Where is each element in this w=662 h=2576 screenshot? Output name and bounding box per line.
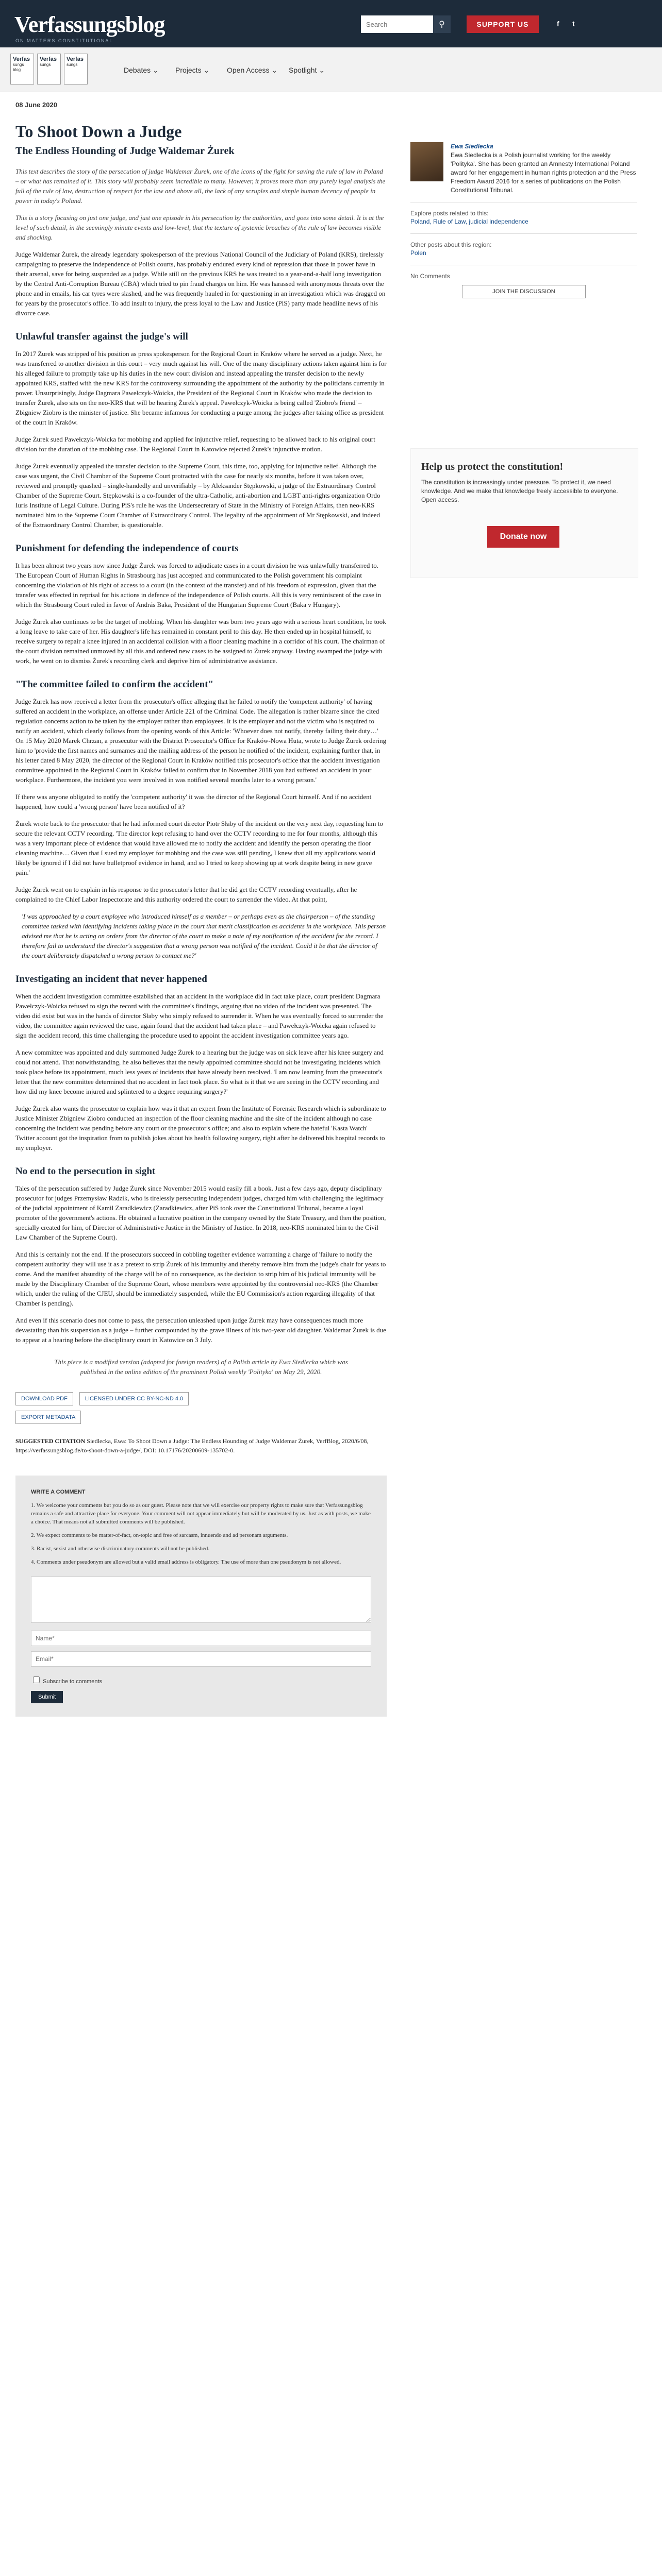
region-link[interactable]: Polen bbox=[410, 249, 426, 257]
paragraph: Judge Żurek eventually appealed the transfer decision to the Supreme Court, this time, too, applying for injunctive relief. Although the case was urgent, the Civil Chamber of the Supreme Court protracted with the case for nearly six months, before it was taken over, reviewed and promptly quashed – single-handedly and unverifiably – by Aleksander Stępkowski, a judge of the Extraordinary Control Chamber of the Supreme Court. Stępkowski is a co-founder of the ultra-Catholic, anti-abortion and LGBT anti-rights organization Ordo Iuris Institute of Legal Culture. During PiS's rule he was the Undersecretary of State in the Ministry of Foreign Affairs, then neo-KRS nominated him to the Supreme Court Chamber of Extraordinary Control. The legality of the appointment of Mr Stępkowski, and indeed of the Extraordinary Control Chamber, is questionable. bbox=[15, 462, 380, 529]
paragraph: Judge Żurek went on to explain in his response to the prosecutor's letter that he did get the CCTV recording eventually, after he complained to the Chief Labor Inspectorate and this authority ordered the court to surrender the video. At that point, bbox=[15, 886, 357, 903]
paragraph: It has been almost two years now since Judge Żurek was forced to adjudicate cases in a court division he was unlawfully transferred to. The European Court of Human Rights in Strasbourg has just accepted and communicated to the Polish government his complaint concerning the violation of his right of access to a court (in the context of the transfer) and of his freedom of expression, given that the transfer was effected in reprisal for his actions in defence of the independence of Polish courts. All this is very reminiscent of the case in which the Strasbourg Court ruled in favor of András Baka, President of the Hungarian Supreme Court (Baka v Hungary). bbox=[15, 562, 382, 608]
twitter-icon[interactable]: t bbox=[572, 20, 575, 28]
citation-text: Siedlecka, Ewa: To Shoot Down a Judge: The Endless Hounding of Judge Waldemar Żurek, VerfBlog, 2020/6/08, https://verfassungsblog.de/to-shoot-down-a-judge/, DOI: 10.17176/20200609-135702-0. bbox=[15, 1437, 369, 1454]
partner-title: Verfas bbox=[67, 56, 84, 62]
nav-bar bbox=[0, 47, 662, 92]
partner-sub: sungs bbox=[40, 62, 51, 67]
article-lead: This text describes the story of the persecution of judge Waldemar Żurek, one of the icons of the fight for saving the rule of law in Poland – or what has remained of it. This story will probably seem incredible to many. However, it proves more than any purely legal analysis the full of the rule of law, destruction of respect for the law and above all, the lack of any scruples and simple human decency of people in power in today's Poland. bbox=[15, 167, 386, 205]
section-heading: Unlawful transfer against the judge's will bbox=[15, 331, 188, 342]
donate-button[interactable]: Donate now bbox=[487, 526, 559, 548]
section-heading: Investigating an incident that never happened bbox=[15, 974, 207, 985]
section-heading: Punishment for defending the independence of courts bbox=[15, 543, 239, 554]
region-section bbox=[410, 241, 637, 265]
join-discussion-button[interactable]: JOIN THE DISCUSSION bbox=[462, 285, 586, 298]
comment-rule: 2. We expect comments to be matter-of-fact, on-topic and free of sarcasm, innuendo and ad personam arguments. bbox=[31, 1532, 288, 1538]
paragraph: Judge Waldemar Żurek, the already legendary spokesperson of the previous National Council of the Judiciary of Poland (KRS), tirelessly campaigning to preserve the independence of Polish courts, has probably endured every kind of repression that those in power have in their arsenal, save for being suspended as a judge. While still on the previous KRS he was treated to a year-and-a-half long investigation by the Central Anti-Corruption Bureau (CBA) which tried to pin fraud charges on him. He was harassed with anonymous threats over the phone and in emails, his car tyres were slashed, and he was frequently hauled in for questioning in an investigation which was dragged on for years by the prosecutor's office. To add insult to injury, the press loyal to the Law and Justice (PiS) party made headline news of his divorce case. bbox=[15, 250, 386, 317]
other-label: Other posts about this region: bbox=[410, 241, 492, 248]
article-note: This piece is a modified version (adapted for foreign readers) of a Polish article by Ewa Siedlecka which was published in the online edition of the prominent Polish weekly 'Polityka' on May 29, 2020. bbox=[54, 1358, 348, 1376]
partner-logo-1[interactable] bbox=[10, 54, 34, 84]
nav-spotlight[interactable]: Spotlight ⌄ bbox=[289, 66, 325, 74]
paragraph: If there was anyone obligated to notify the 'competent authority' it was the director of the Regional Court himself. And if no accident happened, how could a 'wrong person' have been notified of it? bbox=[15, 793, 372, 810]
explore-links[interactable]: Poland, Rule of Law, judicial independence bbox=[410, 218, 528, 225]
nav-projects[interactable]: Projects ⌄ bbox=[175, 66, 210, 74]
paragraph: And even if this scenario does not come to pass, the persecution unleashed upon judge Żurek may have consequences much more devastating than his suspension as a judge – further compounded by the grave illness of his two-year old daughter. Waldemar Żurek is due to appear at a hearing before the disciplinary court in Katowice on 3 July. bbox=[15, 1316, 386, 1344]
section-heading: No end to the persecution in sight bbox=[15, 1166, 156, 1177]
citation-label: SUGGESTED CITATION bbox=[15, 1437, 86, 1445]
partner-sub: sungs bbox=[67, 62, 78, 67]
comment-form-title: WRITE A COMMENT bbox=[31, 1489, 86, 1495]
paragraph: In 2017 Żurek was stripped of his position as press spokesperson for the Regional Court in Kraków where he served as a judge. Next, he was transferred to another division in this court – very much against his will. One of the many disciplinary actions taken against him is for his alleged failure to promptly take up his duties in the new court division and instead appealing the transfer decision to the newly appointed KRS, staffed with the new KRS for the controversy surrounding the appointment of the authority by the politicians currently in power. Unsurprisingly, Judge Dagmara Pawełczyk-Woicka, the President of the Regional Court in Kraków who made the decision to transfer Żurek, also sits on the neo-KRS that will be hearing Żurek's appeal. Pawełczyk-Woicka is being called 'Ziobro's friend' – Zbigniew Ziobro is the minister of justice. She became infamous for conducting a purge among the judges after taking office as president of the court in Kraków. bbox=[15, 350, 387, 426]
help-box bbox=[410, 448, 638, 578]
partner-logo-2[interactable] bbox=[37, 54, 61, 84]
comment-rule: 3. Racist, sexist and otherwise discriminatory comments will not be published. bbox=[31, 1546, 210, 1552]
paragraph: Judge Żurek sued Pawełczyk-Woicka for mobbing and applied for injunctive relief, requesting to be allowed back to his original court division for the duration of the mobbing case. The Regional Court in Katowice rejected Żurek's injunctive motion. bbox=[15, 435, 375, 453]
subscribe-checkbox[interactable] bbox=[33, 1676, 40, 1683]
sidebar bbox=[410, 142, 637, 298]
facebook-icon[interactable]: f bbox=[557, 20, 559, 28]
site-tagline: ON MATTERS CONSTITUTIONAL bbox=[15, 38, 113, 43]
paragraph: Tales of the persecution suffered by Judge Żurek since November 2015 would easily fill a book. Just a few days ago, deputy disciplinary prosecutor for judges Przemysław Radzik, who is tirelessly persecuting independent judges, charged him with challenging the legitimacy of the judicial appointment of Kamil Zaradkiewicz (Zaradkiewicz, after PiS took over the Constitutional Tribunal, became a loyal promoter of the government's actions. He obtained a lucrative position in the company owned by the State Treasury, and then the position, specially created for him, of Director of Administrative Justice in the Ministry of Justice. In 2018, neo-KRS nominated him to the Civil Law Chamber of the Supreme Court). bbox=[15, 1184, 386, 1241]
paragraph: Judge Żurek also wants the prosecutor to explain how was it that an expert from the Institute of Forensic Research which is subordinate to Justice Minister Zbigniew Ziobro conducted an inspection of the floor cleaning machine and the site of the incident although no case concerning the incident was pending before any court or the prosecutor's office; and also to explain where the hateful 'Kasta Watch' Twitter account got the inspiration from to publish jokes about his health following surgery, right after he delivered his hospital records to my employer. bbox=[15, 1105, 386, 1151]
paragraph: When the accident investigation committee established that an accident in the workplace did in fact take place, court president Dagmara Pawełczyk-Woicka refused to sign the record with the committee's findings, arguing that no video of the incident was presented. The video did exist but was in the hands of director Słaby who simply refused to surrender it. When he was eventually forced to surrender the video, the committee again reviewed the case, again found that the accident had taken place – and Pawełczyk-Woicka again refused to sign the accident record, this time challenging the procedure used to appoint the accident investigation committee years ago. bbox=[15, 992, 384, 1039]
author-text bbox=[451, 142, 637, 195]
support-us-button[interactable]: SUPPORT US bbox=[467, 15, 539, 33]
explore-label: Explore posts related to this: bbox=[410, 210, 489, 217]
comment-textarea[interactable] bbox=[31, 1577, 371, 1623]
comment-rule: 1. We welcome your comments but you do so as our guest. Please note that we will exercise our property rights to make sure that Verfassungsblog remains a safe and attractive place for everyone. Your comment will not appear immediately but will be moderated by us. Just as with posts, we make a choice. That means not all submitted comments will be published. bbox=[31, 1502, 371, 1525]
blockquote: 'I was approached by a court employee who introduced himself as a member – or perhaps even as the chairperson – of the standing committee tasked with identifying incidents taking place in the court that merit classification as accidents in the workplace. This person advised me that he is acting on orders from the director of the court to make a note of my notification of the accident for the record. I therefore fail to understand the director's suggestion that a wrong person was notified of the incident. Could it be that the director of the court deliberately dispatched a wrong person to contact me?' bbox=[22, 912, 386, 959]
name-field[interactable] bbox=[31, 1631, 371, 1646]
submit-comment-button[interactable]: Submit bbox=[31, 1691, 63, 1703]
author-name[interactable]: Ewa Siedlecka bbox=[451, 143, 493, 150]
help-title: Help us protect the constitution! bbox=[421, 461, 564, 472]
section-heading: "The committee failed to confirm the accident" bbox=[15, 679, 214, 690]
citation bbox=[15, 1436, 387, 1455]
paragraph: Judge Żurek has now received a letter from the prosecutor's office alleging that he failed to notify the 'competent authority' of having suffered an accident in the workplace, an offense under Article 221 of the Criminal Code. The allegation is rather bizarre since the cited regulation concerns action to be taken by the employer rather than employees. It is the employer and not the victim who is required to notify an accident, which clearly follows from the opening words of this Article: 'Whoever does not notify, thereby failing their duty…' On 15 May 2020 Marek Chrzan, a prosecutor with the District Prosecutor's Office for Kraków-Nowa Huta, wrote to Judge Żurek ordering him to 'provide the first names and surnames and the mailing address of the person he notified of the incident, explaining further that, in his letter dated 8 May 2020, the director of the Regional Court in Kraków notified this prosecutor's office that the accident investigation committee appointed in the Regional Court in Kraków failed to confirm that in November 2018 you had suffered an accident in your workplace. Furthermore, the incident you were involved in was notified several months later to a wrong person.' bbox=[15, 698, 387, 784]
license-button[interactable]: LICENSED UNDER CC BY-NC-ND 4.0 bbox=[79, 1392, 189, 1405]
export-metadata-button[interactable]: EXPORT METADATA bbox=[15, 1411, 81, 1424]
article bbox=[15, 101, 387, 1717]
nav-debates[interactable]: Debates ⌄ bbox=[124, 66, 159, 74]
article-title: To Shoot Down a Judge bbox=[15, 122, 182, 141]
search-input[interactable] bbox=[361, 15, 433, 33]
author-bio: Ewa Siedlecka is a Polish journalist working for the weekly 'Polityka'. She has been granted an Amnesty International Poland award for her engagement in human rights protection and the Press Freedom Award 2016 for a series of publications on the Polish Constitutional Tribunal. bbox=[451, 151, 636, 194]
partner-sub: sungs blog bbox=[13, 62, 24, 72]
avatar bbox=[410, 142, 443, 181]
comments-count: No Comments bbox=[410, 273, 450, 280]
email-field[interactable] bbox=[31, 1651, 371, 1667]
paragraph: Żurek wrote back to the prosecutor that he had informed court director Piotr Słaby of the incident on the very next day, requesting him to secure the relevant CCTV recording. 'The director kept refusing to hand over the CCTV recording to me for four months, although this was a very important piece of evidence that would have allowed me to notify the accident and identify the person operating the floor cleaning machine… Given that I sued my employer for mobbing and the case was still pending, I knew that all my applications would likely be ignored if I did not have bulletproof evidence in hand, and so I tried to keep showing up at work despite being in new grave pain.' bbox=[15, 820, 383, 876]
license-row bbox=[15, 1392, 387, 1429]
related-section bbox=[410, 210, 637, 234]
help-text: The constitution is increasingly under pressure. To protect it, we need knowledge. And we make that knowledge freely accessible to everyone. Open access. bbox=[421, 479, 618, 503]
site-logo[interactable]: Verfassungsblog bbox=[14, 12, 165, 37]
paragraph: A new committee was appointed and duly summoned Judge Żurek to a hearing but the judge was on sick leave after his knee surgery and could not attend. That notwithstanding, he also believes that the newly appointed committee should not be investigating incidents which took place before its appointment, much less years of incidents that have already been resolved. 'I am now learning from the prosecutor's letter that the new committee determined that no accident in fact took place. So what is it that we are seeing in the CCTV recording and how did my knee become injured and splintered to a degree requiring surgery?' bbox=[15, 1048, 384, 1095]
partner-title: Verfas bbox=[40, 56, 57, 62]
article-subtitle: The Endless Hounding of Judge Waldemar Żurek bbox=[15, 145, 235, 157]
comment-form bbox=[15, 1476, 387, 1717]
nav-open-access[interactable]: Open Access ⌄ bbox=[227, 66, 278, 74]
partner-title: Verfas bbox=[13, 56, 30, 62]
paragraph: And this is certainly not the end. If the prosecutors succeed in cobbling together evidence warranting a charge of 'failure to notify the competent authority' they will use it as a pretext to strip Żurek of his immunity and thereby remove him from the judge's chair for years to come. And the manifest absurdity of the charge will be of no consequence, as the decision to strip him of his judicial immunity will be made by the Disciplinary Chamber of the Supreme Court, whose members were appointed by the controversial neo-KRS (the Chamber which, under the ruling of the CJEU, should be immediately suspended, while the EU Commission's action regarding illegality of that Chamber is pending). bbox=[15, 1250, 386, 1307]
top-bar bbox=[0, 0, 662, 47]
search-icon[interactable]: ⚲ bbox=[433, 15, 451, 33]
article-date: 08 June 2020 bbox=[15, 101, 57, 109]
comment-rule: 4. Comments under pseudonym are allowed but a valid email address is obligatory. The use of more than one pseudonym is not allowed. bbox=[31, 1559, 341, 1565]
subscribe-row bbox=[31, 1675, 371, 1685]
author-box bbox=[410, 142, 637, 202]
subscribe-label: Subscribe to comments bbox=[43, 1679, 102, 1685]
paragraph: Judge Żurek also continues to be the target of mobbing. When his daughter was born two years ago with a serious heart condition, he took a long leave to take care of her. His daughter's life has remained in constant peril to this day. He then ended up in hospital himself, to receive surgery to repair a knee injured in an accidental collision with a floor cleaning machine in a corridor of his court. The chairman of the court division remained unmoved by all this and ordered new cases to be assigned to Żurek anyway. Having swamped the judge with work, he went on to dismiss Żurek's recording clerk and deprive him of administrative assistance. bbox=[15, 618, 386, 665]
partner-logo-3[interactable] bbox=[64, 54, 88, 84]
download-pdf-button[interactable]: DOWNLOAD PDF bbox=[15, 1392, 73, 1405]
article-intro: This is a story focusing on just one judge, and just one episode in his persecution by the authorities, and goes into some detail. It is at the level of such detail, in the seemingly minute events and low-level, that the texture of systemic breaches of the rule of law becomes visible and shocking. bbox=[15, 214, 384, 241]
